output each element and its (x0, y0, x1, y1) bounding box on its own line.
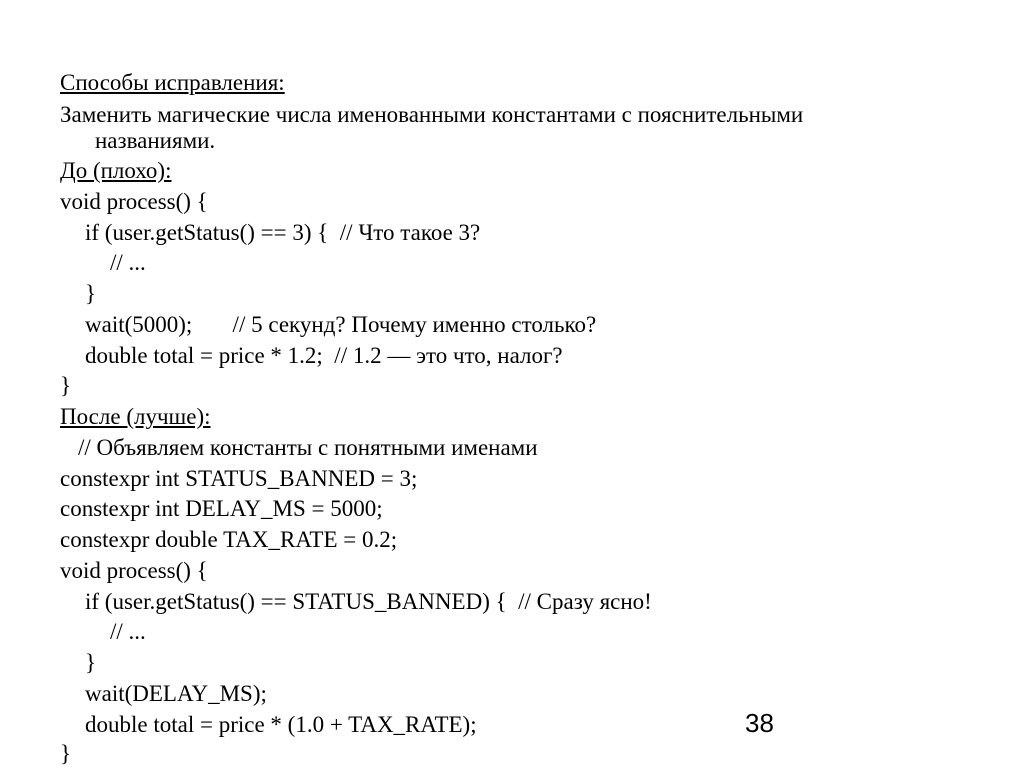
code-line: constexpr int DELAY_MS = 5000; (60, 496, 383, 521)
after-label: После (лучше): (60, 404, 211, 429)
before-label: До (плохо): (60, 158, 172, 183)
heading: Способы исправления: (60, 70, 285, 95)
code-line: void process() { (60, 558, 208, 583)
code-line: // ... (110, 250, 146, 275)
code-line: double total = price * 1.2; // 1.2 — это что, налог? (85, 343, 563, 368)
page-number: 38 (745, 708, 774, 738)
code-line: } (85, 281, 97, 306)
description-line-1: Заменить магические числа именованными константами с пояснительными (60, 102, 804, 127)
code-line: } (60, 741, 72, 766)
code-line: wait(5000); // 5 секунд? Почему именно столько? (85, 312, 597, 337)
description-line-2: названиями. (95, 128, 216, 153)
code-line: wait(DELAY_MS); (85, 681, 267, 706)
code-line: } (85, 650, 97, 675)
code-line: constexpr double TAX_RATE = 0.2; (60, 527, 398, 552)
code-line: void process() { (60, 189, 208, 214)
code-line: double total = price * (1.0 + TAX_RATE); (85, 712, 477, 737)
code-line: if (user.getStatus() == STATUS_BANNED) { // Сразу ясно! (85, 589, 652, 614)
code-line: constexpr int STATUS_BANNED = 3; (60, 466, 418, 491)
code-comment: // Объявляем константы с понятными именами (78, 435, 538, 460)
code-line: // ... (110, 619, 146, 644)
code-line: if (user.getStatus() == 3) { // Что такое 3? (85, 220, 481, 245)
code-line: } (60, 373, 72, 398)
